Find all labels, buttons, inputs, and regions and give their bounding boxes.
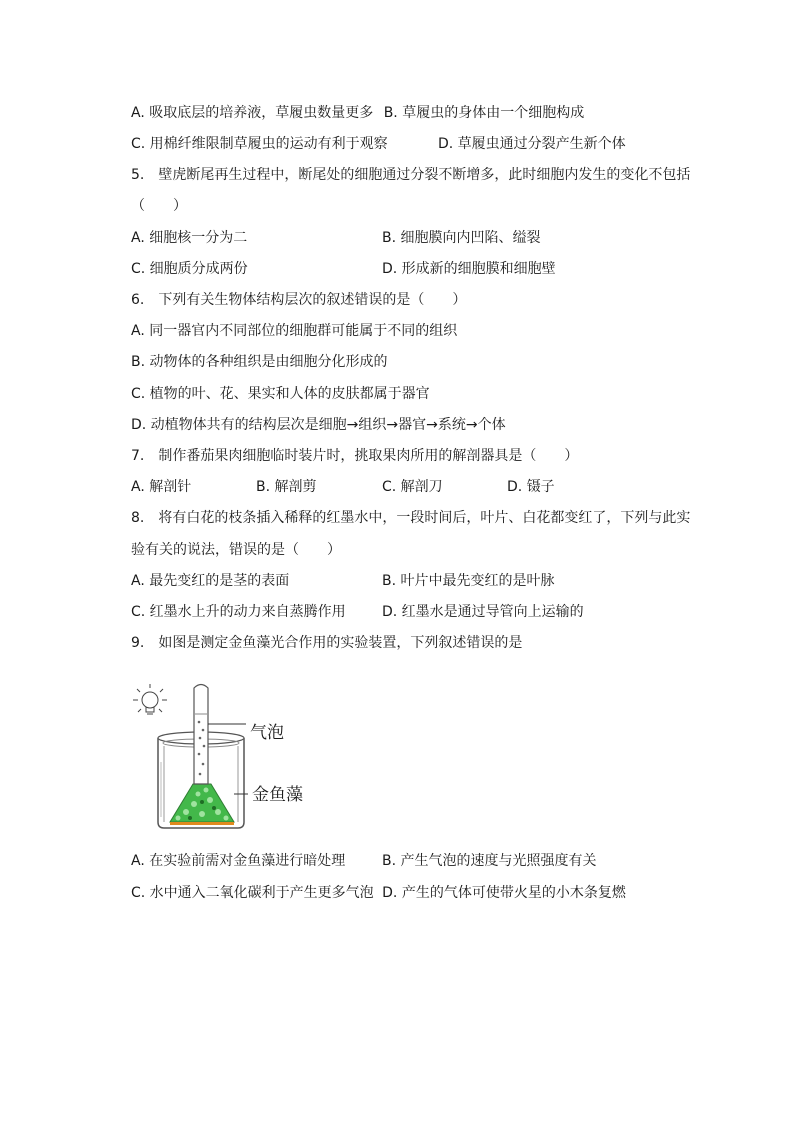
q4-option-a: A. 吸取底层的培养液，草履虫数量更多: [131, 105, 374, 121]
label-plant: 金鱼藻: [252, 785, 303, 805]
q6-option-a: A. 同一器官内不同部位的细胞群可能属于不同的组织: [131, 323, 458, 339]
q9-option-cd: [131, 883, 626, 903]
apparatus-drawing: [128, 672, 328, 840]
light-bulb-icon: [133, 684, 167, 714]
q6-option-b: B. 动物体的各种组织是由细胞分化形成的: [131, 354, 388, 370]
q4-option-cd: [131, 134, 691, 154]
q7-stem: 7. 制作番茄果肉细胞临时装片时，挑取果肉所用的解剖器具是（ ）: [131, 448, 579, 464]
q5-option-d: D. 形成新的细胞膜和细胞壁: [382, 261, 556, 277]
q9-figure-apparatus: [128, 672, 328, 840]
q9-option-c: C. 水中通入二氧化碳利于产生更多气泡: [131, 885, 374, 901]
q5-option-c: C. 细胞质分成两份: [131, 261, 248, 277]
q6-stem: 6. 下列有关生物体结构层次的叙述错误的是（ ）: [131, 292, 467, 308]
q8-option-b: B. 叶片中最先变红的是叶脉: [382, 573, 555, 589]
q7-option-d: D. 镊子: [507, 479, 555, 495]
q8-option-d: D. 红墨水是通过导管向上运输的: [382, 604, 584, 620]
q6-option-d: D. 动植物体共有的结构层次是细胞→组织→器官→系统→个体: [131, 417, 506, 433]
q5-option-cd: [131, 259, 691, 279]
q5-stem-line1: 5. 壁虎断尾再生过程中，断尾处的细胞通过分裂不断增多，此时细胞内发生的变化不包括: [131, 167, 691, 183]
funnel: [170, 784, 234, 825]
q4-option-b: B. 草履虫的身体由一个细胞构成: [383, 105, 585, 121]
q5-option-ab: [131, 228, 691, 248]
q7-option-b: B. 解剖剪: [256, 479, 317, 495]
q4-option-d: D. 草履虫通过分裂产生新个体: [438, 136, 626, 152]
q4-option-ab: [131, 103, 584, 123]
q9-option-ab: [131, 851, 691, 871]
q8-option-c: C. 红墨水上升的动力来自蒸腾作用: [131, 604, 346, 620]
q4-option-c: C. 用棉纤维限制草履虫的运动有利于观察: [131, 136, 388, 152]
q8-option-a: A. 最先变红的是茎的表面: [131, 573, 290, 589]
q7-options: [131, 477, 691, 497]
q5-stem-line2: （ ）: [131, 198, 187, 214]
q8-stem-line1: 8. 将有白花的枝条插入稀释的红墨水中，一段时间后，叶片、白花都变红了，下列与此实: [131, 510, 691, 526]
q5-option-a: A. 细胞核一分为二: [131, 230, 248, 246]
q6-option-c: C. 植物的叶、花、果实和人体的皮肤都属于器官: [131, 386, 430, 402]
test-tube: [194, 685, 208, 785]
q5-option-b: B. 细胞膜向内凹陷、缢裂: [382, 230, 541, 246]
q7-option-a: A. 解剖针: [131, 479, 192, 495]
q8-stem-line2: 验有关的说法，错误的是（ ）: [131, 542, 341, 558]
q9-option-a: A. 在实验前需对金鱼藻进行暗处理: [131, 853, 346, 869]
q9-stem: 9. 如图是测定金鱼藻光合作用的实验装置，下列叙述错误的是: [131, 635, 523, 651]
q8-option-ab: [131, 571, 691, 591]
q7-option-c: C. 解剖刀: [382, 479, 443, 495]
q9-option-b: B. 产生气泡的速度与光照强度有关: [382, 853, 597, 869]
label-bubbles: 气泡: [250, 723, 284, 743]
q8-option-cd: [131, 602, 691, 622]
q9-option-d: D. 产生的气体可使带火星的小木条复燃: [382, 885, 626, 901]
